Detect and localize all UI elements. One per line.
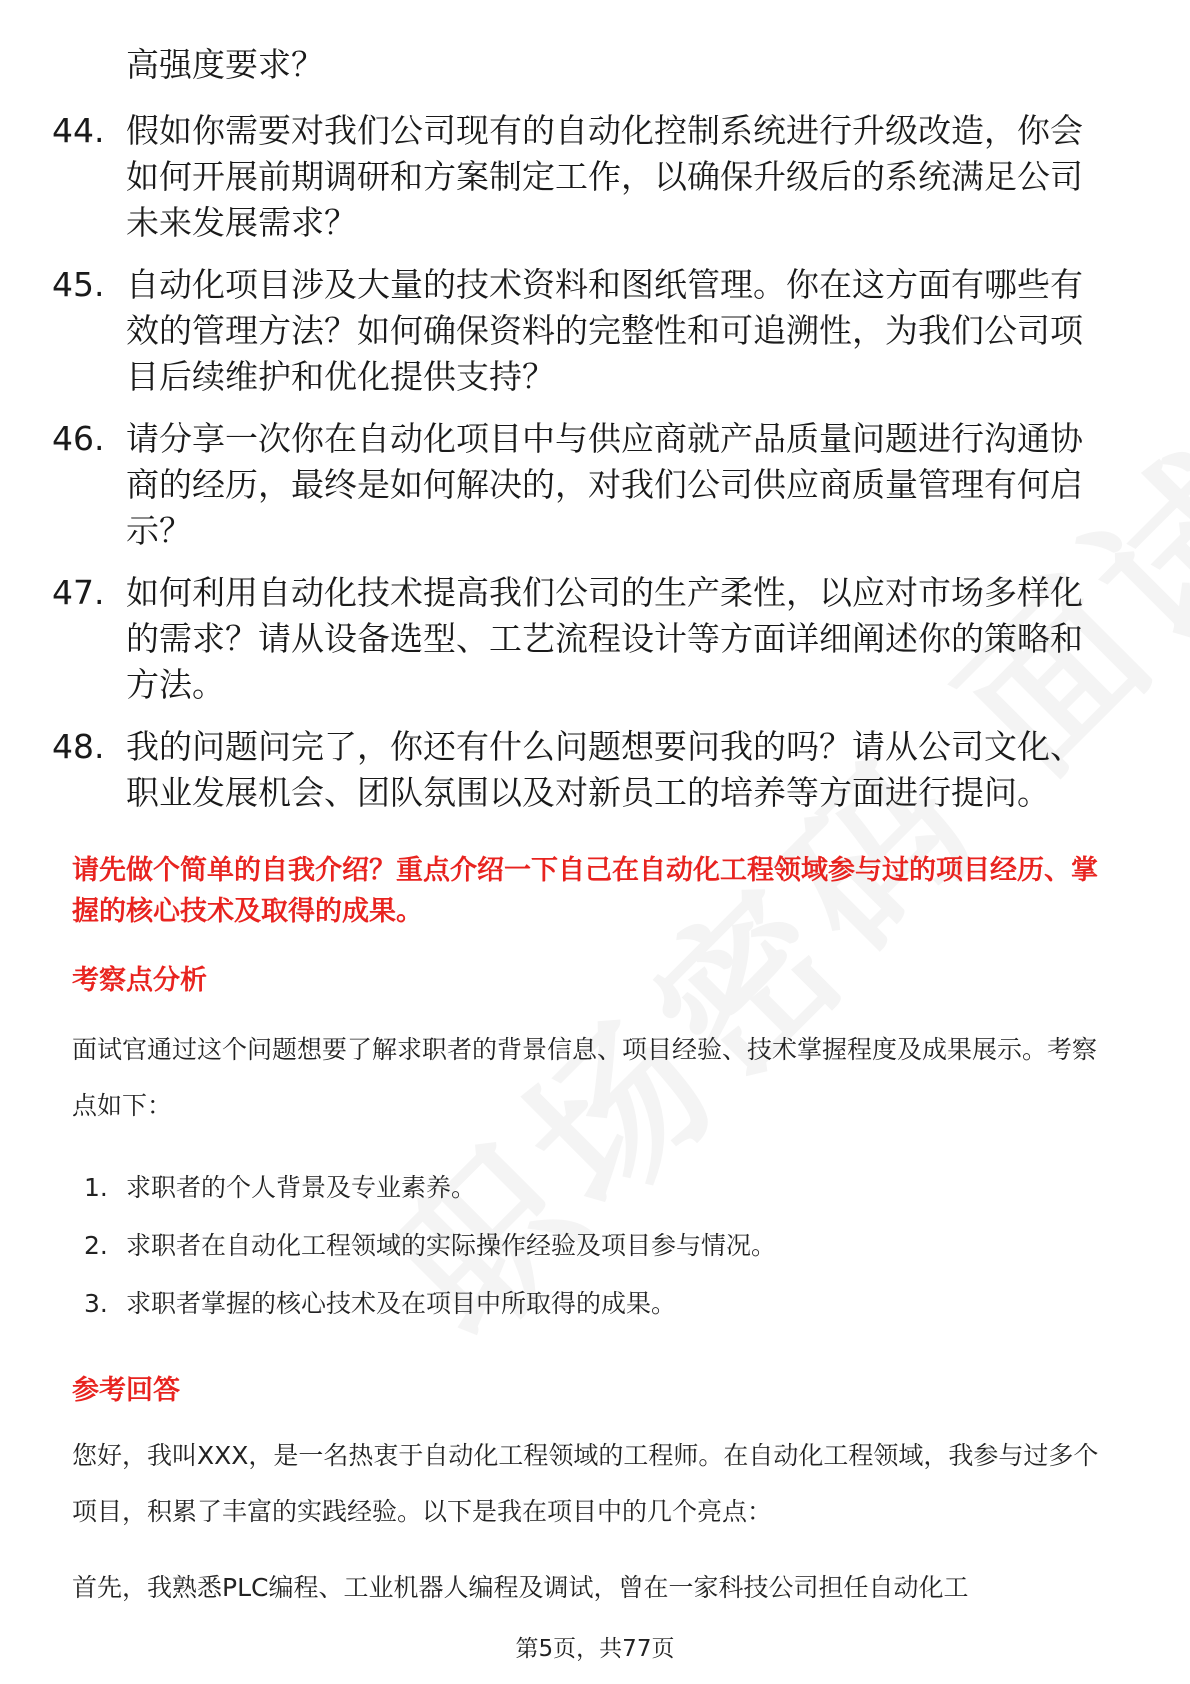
list-item xyxy=(84,1170,1084,1206)
question-list xyxy=(52,108,1112,832)
featured-question: 请先做个简单的自我介绍？重点介绍一下自己在自动化工程领域参与过的项目经历、掌握的核心技术及取得的成果。 xyxy=(72,855,1098,927)
list-item xyxy=(84,1228,1084,1264)
answer-paragraph: 您好，我叫XXX，是一名热衷于自动化工程领域的工程师。在自动化工程领域，我参与过多个项目，积累了丰富的实践经验。以下是我在项目中的几个亮点： xyxy=(72,1441,1099,1526)
analysis-heading: 考察点分析 xyxy=(72,965,207,996)
question-item xyxy=(52,570,1112,708)
question-item xyxy=(52,416,1112,554)
question-item xyxy=(52,262,1112,400)
question-number: 45. xyxy=(52,265,105,304)
question-continuation: 高强度要求？ xyxy=(126,45,324,84)
list-number: 1. xyxy=(84,1173,108,1202)
page-footer: 第5页，共77页 xyxy=(515,1636,675,1662)
question-text: 假如你需要对我们公司现有的自动化控制系统进行升级改造，你会如何开展前期调研和方案制定工作，以确保升级后的系统满足公司未来发展需求？ xyxy=(126,111,1083,242)
list-text: 求职者在自动化工程领域的实际操作经验及项目参与情况。 xyxy=(126,1231,777,1260)
question-item xyxy=(52,724,1112,816)
question-item xyxy=(52,108,1112,246)
answer-heading: 参考回答 xyxy=(72,1375,180,1406)
question-number: 44. xyxy=(52,111,105,150)
answer-paragraph: 首先，我熟悉PLC编程、工业机器人编程及调试，曾在一家科技公司担任自动化工 xyxy=(72,1573,969,1602)
question-text: 自动化项目涉及大量的技术资料和图纸管理。你在这方面有哪些有效的管理方法？如何确保资料的完整性和可追溯性，为我们公司项目后续维护和优化提供支持？ xyxy=(126,265,1083,396)
list-number: 3. xyxy=(84,1289,108,1318)
analysis-points xyxy=(84,1170,1084,1344)
list-text: 求职者的个人背景及专业素养。 xyxy=(126,1173,477,1202)
question-text: 我的问题问完了，你还有什么问题想要问我的吗？请从公司文化、职业发展机会、团队氛围以及对新员工的培养等方面进行提问。 xyxy=(126,727,1083,812)
question-number: 46. xyxy=(52,419,105,458)
list-number: 2. xyxy=(84,1231,108,1260)
list-item xyxy=(84,1286,1084,1322)
question-number: 48. xyxy=(52,727,105,766)
question-text: 如何利用自动化技术提高我们公司的生产柔性，以应对市场多样化的需求？请从设备选型、工艺流程设计等方面详细阐述你的策略和方法。 xyxy=(126,573,1083,704)
question-text: 请分享一次你在自动化项目中与供应商就产品质量问题进行沟通协商的经历，最终是如何解决的，对我们公司供应商质量管理有何启示？ xyxy=(126,419,1083,550)
analysis-intro: 面试官通过这个问题想要了解求职者的背景信息、项目经验、技术掌握程度及成果展示。考察点如下： xyxy=(72,1035,1098,1120)
question-number: 47. xyxy=(52,573,105,612)
list-text: 求职者掌握的核心技术及在项目中所取得的成果。 xyxy=(126,1289,677,1318)
